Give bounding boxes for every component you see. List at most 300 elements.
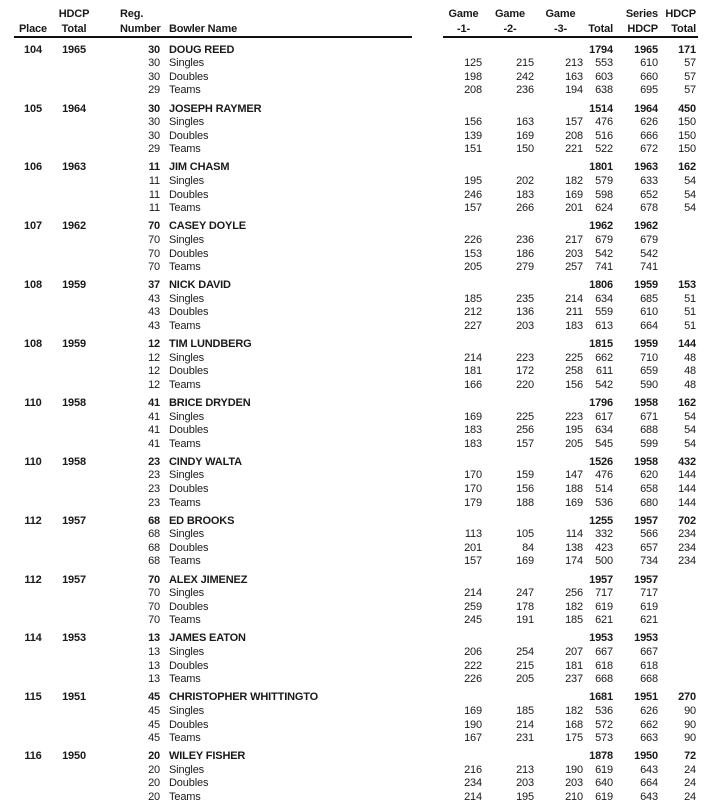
event-row [14, 377, 698, 391]
total-cell: 572 [595, 718, 613, 731]
place-cell: 115 [24, 691, 42, 704]
total-cell: 573 [595, 732, 613, 745]
event-label-cell: Teams [169, 84, 201, 97]
game1-cell [443, 509, 484, 527]
game3-cell [536, 37, 585, 56]
game2-cell [484, 332, 536, 350]
hdcp-total-right-cell: 150 [678, 143, 696, 156]
reg-number-cell: 70 [148, 573, 160, 586]
game1-cell: 234 [464, 777, 482, 790]
game2-cell: 202 [516, 175, 534, 188]
event-label-cell: Doubles [169, 247, 209, 260]
hdcp-total-cell: 1963 [62, 161, 86, 174]
series-hdcp-cell: 659 [640, 365, 658, 378]
hdcp-total-cell [52, 364, 96, 378]
spacer-cell [412, 789, 443, 803]
event-row [14, 318, 698, 332]
player-name-cell: ALEX JIMENEZ [169, 573, 248, 586]
col-header-hdcp-total-right-line2: Total [660, 21, 698, 37]
player-block [14, 332, 698, 391]
series-hdcp-cell: 685 [640, 292, 658, 305]
game3-cell: 182 [565, 600, 583, 613]
total-cell: 514 [595, 483, 613, 495]
place-cell [14, 644, 52, 658]
col-header-hdcp-total-right-line1: HDCP [665, 7, 696, 20]
total-cell: 1801 [589, 161, 613, 174]
game3-cell [536, 685, 585, 703]
spacer-cell [412, 685, 443, 703]
game3-cell: 194 [565, 84, 583, 97]
player-summary-row [14, 391, 698, 409]
player-summary-row [14, 155, 698, 173]
hdcp-total-right-cell: 234 [678, 555, 696, 568]
event-row [14, 260, 698, 274]
game1-cell: 167 [464, 732, 482, 745]
game2-cell: 214 [516, 718, 534, 731]
game3-cell: 210 [565, 790, 583, 803]
game1-cell [443, 273, 484, 291]
total-cell: 1794 [589, 43, 613, 56]
hdcp-total-cell [52, 173, 96, 187]
reg-number-cell: 30 [148, 57, 160, 70]
spacer-cell [412, 644, 443, 658]
header-spacer [412, 21, 443, 37]
event-label-cell: Doubles [169, 600, 209, 613]
hdcp-total-right-cell: 144 [678, 496, 696, 509]
hdcp-total-cell [52, 731, 96, 745]
hdcp-total-right-cell: 171 [678, 43, 696, 56]
reg-number-cell: 11 [148, 188, 160, 201]
series-hdcp-cell: 678 [640, 202, 658, 215]
place-cell [14, 232, 52, 246]
game2-cell [484, 450, 536, 468]
game1-cell [443, 332, 484, 350]
hdcp-total-right-cell [660, 260, 698, 274]
game2-cell: 215 [516, 57, 534, 70]
series-hdcp-cell: 1958 [634, 455, 658, 468]
hdcp-total-cell [52, 69, 96, 83]
game2-cell: 178 [516, 600, 534, 613]
game2-cell: 231 [516, 732, 534, 745]
game1-cell [443, 626, 484, 644]
header-row-2 [14, 21, 698, 37]
total-cell: 634 [595, 424, 613, 437]
hdcp-total-cell [52, 495, 96, 509]
game1-cell: 201 [464, 541, 482, 554]
event-label-cell: Teams [169, 437, 201, 450]
event-row [14, 586, 698, 600]
reg-number-cell: 68 [148, 541, 160, 554]
total-cell: 559 [595, 306, 613, 319]
hdcp-total-cell [52, 644, 96, 658]
col-header-place: Place [14, 21, 52, 37]
series-hdcp-cell: 663 [640, 732, 658, 745]
event-label-cell: Doubles [169, 718, 209, 731]
hdcp-total-right-cell [660, 672, 698, 686]
place-cell [14, 731, 52, 745]
col-header-reg-number-line1: Reg. [120, 7, 144, 20]
game3-cell: 182 [565, 704, 583, 717]
game2-cell: 223 [516, 351, 534, 364]
game2-cell: 84 [522, 541, 534, 554]
game3-cell [536, 214, 585, 232]
event-row [14, 232, 698, 246]
total-cell: 638 [595, 84, 613, 97]
place-cell [14, 83, 52, 97]
game2-cell: 203 [516, 319, 534, 332]
player-block [14, 685, 698, 744]
game1-cell: 245 [464, 614, 482, 627]
game1-cell: 246 [464, 188, 482, 201]
game2-cell: 242 [516, 70, 534, 83]
hdcp-total-cell [52, 318, 96, 332]
player-block [14, 96, 698, 155]
game2-cell [484, 685, 536, 703]
reg-number-cell: 23 [148, 455, 160, 468]
col-header-hdcp-total-line1: HDCP [58, 7, 90, 20]
series-hdcp-cell: 626 [640, 704, 658, 717]
game2-cell: 203 [516, 777, 534, 790]
event-label-cell: Teams [169, 673, 201, 686]
game2-cell: 236 [516, 233, 534, 246]
total-cell: 516 [595, 129, 613, 142]
total-cell: 1815 [589, 338, 613, 351]
game1-cell: 151 [464, 143, 482, 156]
reg-number-cell: 45 [148, 704, 160, 717]
hdcp-total-cell: 1951 [62, 691, 86, 704]
series-hdcp-cell: 664 [640, 777, 658, 790]
event-row [14, 644, 698, 658]
event-label-cell: Teams [169, 732, 201, 745]
player-block [14, 626, 698, 685]
series-hdcp-cell: 1958 [634, 396, 658, 409]
hdcp-total-right-cell: 144 [678, 338, 696, 351]
hdcp-total-right-cell: 90 [684, 718, 696, 731]
hdcp-total-right-cell [660, 599, 698, 613]
spacer-cell [412, 495, 443, 509]
total-cell: 717 [595, 587, 613, 600]
player-summary-row [14, 96, 698, 114]
total-cell: 1526 [589, 455, 613, 468]
event-row [14, 658, 698, 672]
event-row [14, 115, 698, 129]
event-label-cell: Singles [169, 57, 205, 70]
event-label-cell: Teams [169, 496, 201, 509]
event-label-cell: Singles [169, 763, 205, 776]
game1-cell: 157 [464, 202, 482, 215]
total-cell: 1962 [589, 220, 613, 233]
player-summary-row [14, 685, 698, 703]
spacer-cell [412, 717, 443, 731]
event-row [14, 83, 698, 97]
event-row [14, 423, 698, 437]
player-block [14, 37, 698, 97]
series-hdcp-cell: 680 [640, 496, 658, 509]
place-cell: 105 [24, 102, 42, 115]
event-row [14, 731, 698, 745]
game1-cell: 205 [464, 261, 482, 274]
place-cell [14, 586, 52, 600]
game3-cell: 221 [565, 143, 583, 156]
series-hdcp-cell: 1957 [634, 514, 658, 527]
event-label-cell: Singles [169, 116, 205, 129]
hdcp-total-cell [52, 377, 96, 391]
place-cell [14, 540, 52, 554]
hdcp-total-cell [52, 409, 96, 423]
spacer-cell [412, 214, 443, 232]
event-label-cell: Doubles [169, 777, 209, 790]
place-cell [14, 377, 52, 391]
reg-number-cell: 45 [148, 691, 160, 704]
game2-cell [484, 744, 536, 762]
game1-cell [443, 450, 484, 468]
hdcp-total-cell [52, 703, 96, 717]
game3-cell: 223 [565, 410, 583, 423]
game1-cell: 157 [464, 555, 482, 568]
game2-cell: 279 [516, 261, 534, 274]
spacer-cell [412, 613, 443, 627]
game3-cell: 190 [565, 763, 583, 776]
series-hdcp-cell: 542 [640, 247, 658, 260]
spacer-cell [412, 232, 443, 246]
col-header-place-top [14, 7, 52, 21]
event-row [14, 305, 698, 319]
event-row [14, 703, 698, 717]
hdcp-total-cell [52, 468, 96, 482]
event-label-cell: Singles [169, 646, 205, 659]
series-hdcp-cell: 618 [640, 659, 658, 672]
hdcp-total-right-cell: 144 [678, 469, 696, 482]
hdcp-total-right-cell: 144 [678, 483, 696, 495]
event-row [14, 69, 698, 83]
game2-cell: 169 [516, 555, 534, 568]
hdcp-total-cell: 1965 [62, 43, 86, 56]
spacer-cell [412, 540, 443, 554]
hdcp-total-right-cell: 90 [684, 704, 696, 717]
game2-cell: 183 [516, 188, 534, 201]
player-summary-row [14, 744, 698, 762]
col-header-game3-line1: Game [545, 7, 576, 20]
game3-cell: 114 [565, 528, 583, 541]
game3-cell [536, 96, 585, 114]
series-hdcp-cell: 662 [640, 718, 658, 731]
series-hdcp-cell: 734 [640, 555, 658, 568]
event-label-cell: Teams [169, 261, 201, 274]
game1-cell: 222 [464, 659, 482, 672]
series-hdcp-cell: 1950 [634, 750, 658, 763]
total-cell: 619 [595, 790, 613, 803]
total-cell: 536 [595, 704, 613, 717]
game3-cell: 168 [565, 718, 583, 731]
hdcp-total-right-cell [660, 613, 698, 627]
spacer-cell [412, 246, 443, 260]
series-hdcp-cell: 652 [640, 188, 658, 201]
hdcp-total-cell: 1957 [62, 573, 86, 586]
place-cell [14, 305, 52, 319]
place-cell: 114 [24, 632, 42, 645]
reg-number-cell: 30 [148, 129, 160, 142]
game3-cell [536, 450, 585, 468]
hdcp-total-right-cell [660, 658, 698, 672]
hdcp-total-cell [52, 232, 96, 246]
game2-cell: 236 [516, 84, 534, 97]
hdcp-total-cell [52, 246, 96, 260]
player-name-cell: JAMES EATON [169, 632, 246, 645]
place-cell [14, 56, 52, 70]
player-summary-row [14, 450, 698, 468]
hdcp-total-right-cell: 54 [684, 437, 696, 450]
hdcp-total-cell [52, 613, 96, 627]
game3-cell: 225 [565, 351, 583, 364]
spacer-cell [412, 527, 443, 541]
spacer-cell [412, 554, 443, 568]
game1-cell: 206 [464, 646, 482, 659]
series-hdcp-cell: 679 [640, 233, 658, 246]
reg-number-cell: 11 [148, 202, 160, 215]
hdcp-total-right-cell: 72 [684, 750, 696, 763]
total-cell: 1681 [589, 691, 613, 704]
series-hdcp-cell: 1953 [634, 632, 658, 645]
game1-cell: 226 [464, 673, 482, 686]
place-cell [14, 187, 52, 201]
game3-cell: 185 [565, 614, 583, 627]
hdcp-total-cell [52, 142, 96, 156]
game1-cell: 214 [464, 587, 482, 600]
reg-number-cell: 68 [148, 555, 160, 568]
hdcp-total-cell [52, 554, 96, 568]
header-row-1 [14, 7, 698, 21]
hdcp-total-right-cell: 150 [678, 129, 696, 142]
event-label-cell: Doubles [169, 188, 209, 201]
game3-cell: 211 [565, 306, 583, 319]
game2-cell [484, 214, 536, 232]
total-cell: 621 [595, 614, 613, 627]
hdcp-total-cell: 1959 [62, 279, 86, 292]
total-cell: 1953 [589, 632, 613, 645]
game3-cell [536, 509, 585, 527]
place-cell [14, 128, 52, 142]
hdcp-total-cell: 1958 [62, 455, 86, 468]
spacer-cell [412, 128, 443, 142]
series-hdcp-cell: 1951 [634, 691, 658, 704]
game1-cell: 198 [464, 70, 482, 83]
spacer-cell [412, 187, 443, 201]
hdcp-total-cell [52, 586, 96, 600]
series-hdcp-cell: 741 [640, 261, 658, 274]
series-hdcp-cell: 626 [640, 116, 658, 129]
place-cell: 112 [24, 573, 42, 586]
total-cell: 618 [595, 659, 613, 672]
place-cell [14, 409, 52, 423]
event-label-cell: Singles [169, 704, 205, 717]
place-cell: 116 [24, 750, 42, 763]
spacer-cell [412, 201, 443, 215]
hdcp-total-cell [52, 717, 96, 731]
event-row [14, 187, 698, 201]
series-hdcp-cell: 610 [640, 57, 658, 70]
event-row [14, 495, 698, 509]
hdcp-total-cell [52, 56, 96, 70]
spacer-cell [412, 155, 443, 173]
reg-number-cell: 12 [148, 351, 160, 364]
event-label-cell: Doubles [169, 659, 209, 672]
spacer-cell [412, 509, 443, 527]
event-row [14, 672, 698, 686]
spacer-cell [412, 672, 443, 686]
hdcp-total-cell [52, 762, 96, 776]
spacer-cell [412, 391, 443, 409]
hdcp-total-right-cell: 57 [684, 84, 696, 97]
player-block [14, 567, 698, 626]
game3-cell [536, 391, 585, 409]
place-cell [14, 658, 52, 672]
event-row [14, 527, 698, 541]
event-label-cell: Doubles [169, 306, 209, 319]
place-cell [14, 789, 52, 803]
game2-cell [484, 391, 536, 409]
series-hdcp-cell: 566 [640, 528, 658, 541]
spacer-cell [412, 350, 443, 364]
game1-cell: 113 [464, 528, 482, 541]
place-cell [14, 762, 52, 776]
game3-cell: 237 [565, 673, 583, 686]
event-label-cell: Singles [169, 233, 205, 246]
game1-cell: 214 [464, 351, 482, 364]
total-cell: 553 [595, 57, 613, 70]
game3-cell: 156 [565, 378, 583, 391]
event-label-cell: Teams [169, 790, 201, 803]
place-cell: 104 [24, 43, 42, 56]
reg-number-cell: 12 [148, 365, 160, 378]
spacer-cell [412, 318, 443, 332]
total-cell: 1255 [589, 514, 613, 527]
place-cell [14, 173, 52, 187]
player-name-cell: CASEY DOYLE [169, 220, 246, 233]
place-cell [14, 142, 52, 156]
hdcp-total-right-cell: 51 [684, 319, 696, 332]
reg-number-cell: 13 [148, 673, 160, 686]
col-header-series-hdcp-line1: Series [625, 7, 658, 20]
spacer-cell [412, 468, 443, 482]
spacer-cell [412, 626, 443, 644]
game2-cell: 105 [516, 528, 534, 541]
event-row [14, 173, 698, 187]
game1-cell: 170 [464, 469, 482, 482]
game3-cell: 217 [565, 233, 583, 246]
col-header-reg-number-line2: Number [96, 21, 163, 37]
series-hdcp-cell: 671 [640, 410, 658, 423]
player-name-cell: DOUG REED [169, 43, 235, 56]
reg-number-cell: 70 [148, 587, 160, 600]
event-label-cell: Doubles [169, 129, 209, 142]
hdcp-total-right-cell: 162 [678, 396, 696, 409]
total-cell: 536 [595, 496, 613, 509]
game2-cell [484, 567, 536, 585]
spacer-cell [412, 762, 443, 776]
event-row [14, 776, 698, 790]
place-cell: 112 [24, 514, 42, 527]
event-row [14, 409, 698, 423]
reg-number-cell: 70 [148, 600, 160, 613]
place-cell [14, 350, 52, 364]
total-cell: 603 [595, 70, 613, 83]
event-row [14, 350, 698, 364]
place-cell: 107 [24, 220, 42, 233]
total-cell: 640 [595, 777, 613, 790]
game2-cell: 225 [516, 410, 534, 423]
hdcp-total-cell [52, 350, 96, 364]
total-cell: 545 [595, 437, 613, 450]
